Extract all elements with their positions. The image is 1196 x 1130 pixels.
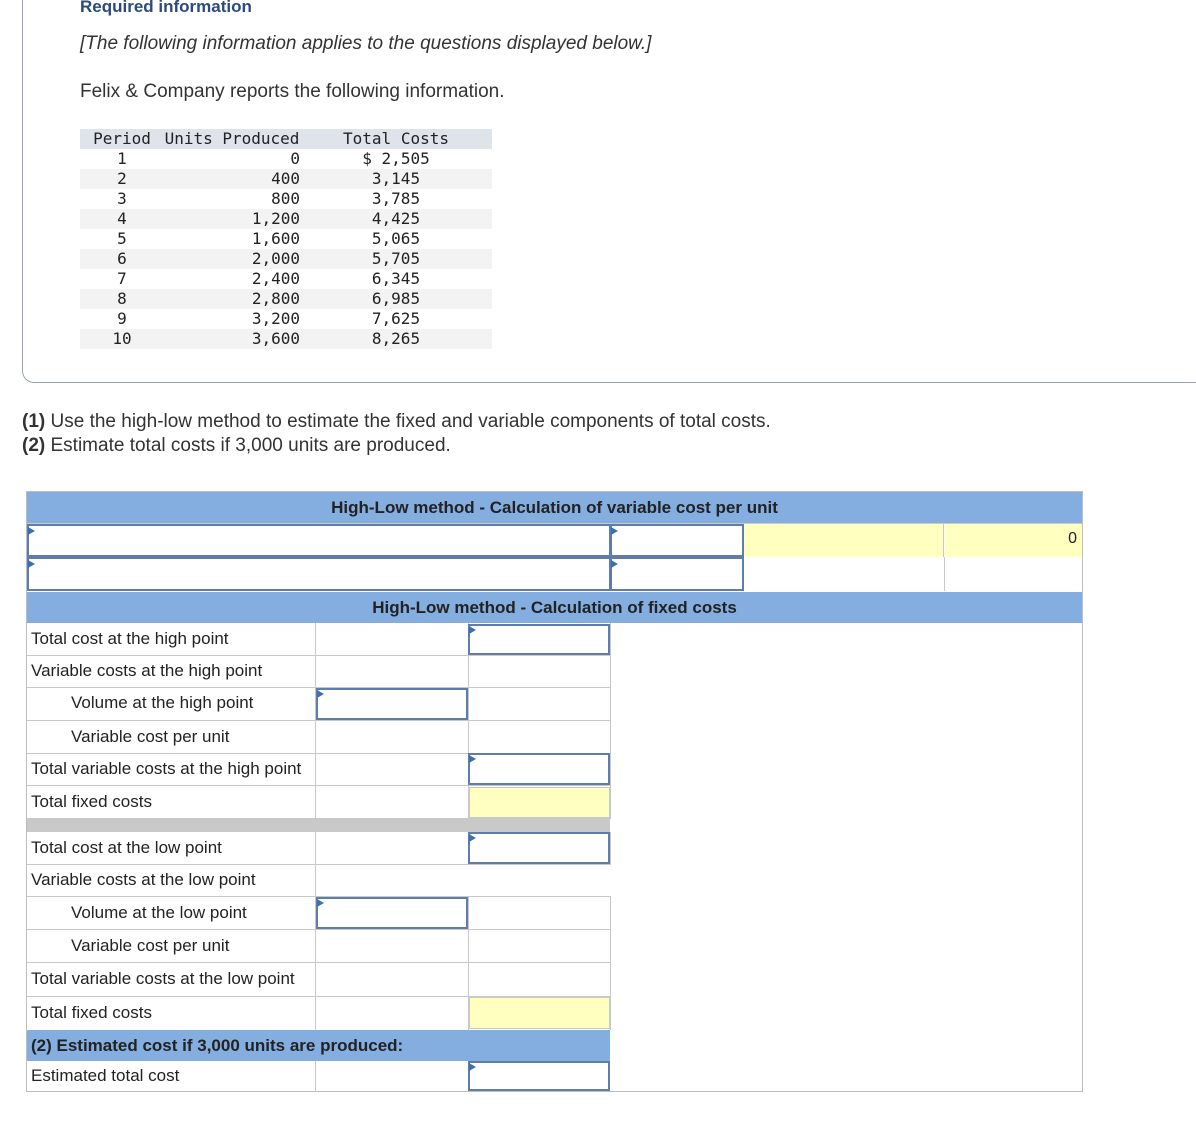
units-produced-cell: 800 [271,189,300,208]
period-cell: 10 [112,329,132,348]
header-period: Period [93,129,151,148]
production-data-table [80,129,492,349]
period-cell: 8 [117,289,127,308]
high-total-variable-marker [469,755,476,763]
intro-text: Felix & Company reports the following information. [80,81,505,102]
total-costs-cell: 3,145 [371,169,421,188]
total-costs-cell: 6,345 [371,269,421,288]
data-table-row [80,189,492,209]
variable-cost-header: High-Low method - Calculation of variable cost per unit [27,492,1082,523]
variable-row1-label-input[interactable] [27,524,611,557]
total-costs-cell: 7,625 [371,309,421,328]
period-cell: 7 [117,269,127,288]
units-produced-cell: 3,600 [251,329,300,348]
total-costs-cell: 3,785 [371,189,421,208]
data-table-row [80,249,492,269]
grid-line [315,832,316,1030]
estimated-total-cost-input[interactable] [468,1061,610,1091]
variable-row2-label-marker [28,560,35,568]
units-produced-cell: 3,200 [251,309,300,328]
low-total-cost-marker [469,834,476,842]
low-total-fixed-label: Total fixed costs [31,1003,152,1022]
header-units-produced: Units Produced [164,129,300,148]
high-volume-marker [317,690,324,698]
high-var-per-unit-label: Variable cost per unit [71,727,230,746]
data-table-row [80,289,492,309]
period-cell: 3 [117,189,127,208]
low-volume-label: Volume at the low point [71,903,247,922]
variable-row2-value-marker [611,560,618,568]
low-total-cost-label: Total cost at the low point [31,838,222,857]
high-total-fixed-label: Total fixed costs [31,792,152,811]
units-produced-cell: 400 [271,169,300,188]
data-table-row [80,209,492,229]
high-total-variable-label: Total variable costs at the high point [31,759,302,778]
estimate-header: (2) Estimated cost if 3,000 units are produced: [27,1030,610,1061]
total-costs-cell: 8,265 [371,329,421,348]
units-produced-cell: 2,000 [251,249,300,268]
variable-cost-per-unit-cell [945,524,1082,557]
variable-row1-value-input[interactable] [610,524,744,557]
high-volume-input[interactable] [316,688,468,720]
period-cell: 2 [117,169,127,188]
units-produced-cell: 1,200 [251,209,300,228]
period-cell: 6 [117,249,127,268]
data-table-row [80,269,492,289]
variable-row2-blank-cell [744,557,945,591]
units-produced-cell: 2,800 [251,289,300,308]
units-produced-cell: 1,600 [251,229,300,248]
high-total-cost-label: Total cost at the high point [31,629,229,648]
data-table-row [80,309,492,329]
total-costs-cell: 5,065 [371,229,421,248]
question-block [22,410,771,458]
low-total-fixed-answer [469,997,610,1029]
period-cell: 1 [117,149,127,168]
header-total-costs: Total Costs [343,129,449,148]
estimated-total-cost-marker [469,1063,476,1071]
total-costs-cell: 5,705 [371,249,421,268]
high-total-cost-marker [469,626,476,634]
estimated-total-cost-label: Estimated total cost [31,1066,180,1085]
data-table-row [80,329,492,349]
variable-row1-label-marker [28,527,35,535]
data-table-row [80,149,492,169]
low-var-per-unit-label: Variable cost per unit [71,936,230,955]
low-total-cost-input[interactable] [468,832,610,864]
low-volume-marker [317,899,324,907]
low-variable-costs-label: Variable costs at the low point [31,870,256,889]
period-cell: 9 [117,309,127,328]
grid-line [610,832,611,865]
grid-line [315,623,316,819]
required-information-title: Required information [80,0,252,16]
fixed-cost-header: High-Low method - Calculation of fixed costs [27,592,1082,623]
high-total-fixed-answer [469,787,610,818]
variable-cost-per-unit-value: 0 [1068,530,1077,547]
question-2: (2) Estimate total costs if 3,000 units are produced. [22,435,451,456]
data-table-row [80,169,492,189]
data-table-row [80,229,492,249]
variable-row2-value-input[interactable] [610,557,744,591]
units-produced-cell: 0 [290,149,300,168]
data-table-header-row [80,129,492,149]
variable-row1-value-marker [611,527,618,535]
variable-row2-label-input[interactable] [27,557,611,591]
grid-line [610,623,611,819]
low-volume-input[interactable] [316,897,468,929]
grid-line [315,1061,316,1091]
total-costs-cell: $ 2,505 [362,149,430,168]
variable-row1-answer-cell [744,524,944,557]
question-1: (1) Use the high-low method to estimate the fixed and variable components of total costs. [22,411,771,432]
high-total-cost-input[interactable] [468,624,610,655]
total-costs-cell: 4,425 [371,209,421,228]
intro-instruction: [The following information applies to the questions displayed below.] [80,33,652,54]
section-divider [27,819,610,832]
period-cell: 4 [117,209,127,228]
period-cell: 5 [117,229,127,248]
units-produced-cell: 2,400 [251,269,300,288]
high-total-variable-input[interactable] [468,753,610,785]
total-costs-cell: 6,985 [371,289,421,308]
grid-line [610,896,611,1030]
high-volume-label: Volume at the high point [71,693,254,712]
low-total-variable-label: Total variable costs at the low point [31,969,295,988]
high-variable-costs-label: Variable costs at the high point [31,661,263,680]
